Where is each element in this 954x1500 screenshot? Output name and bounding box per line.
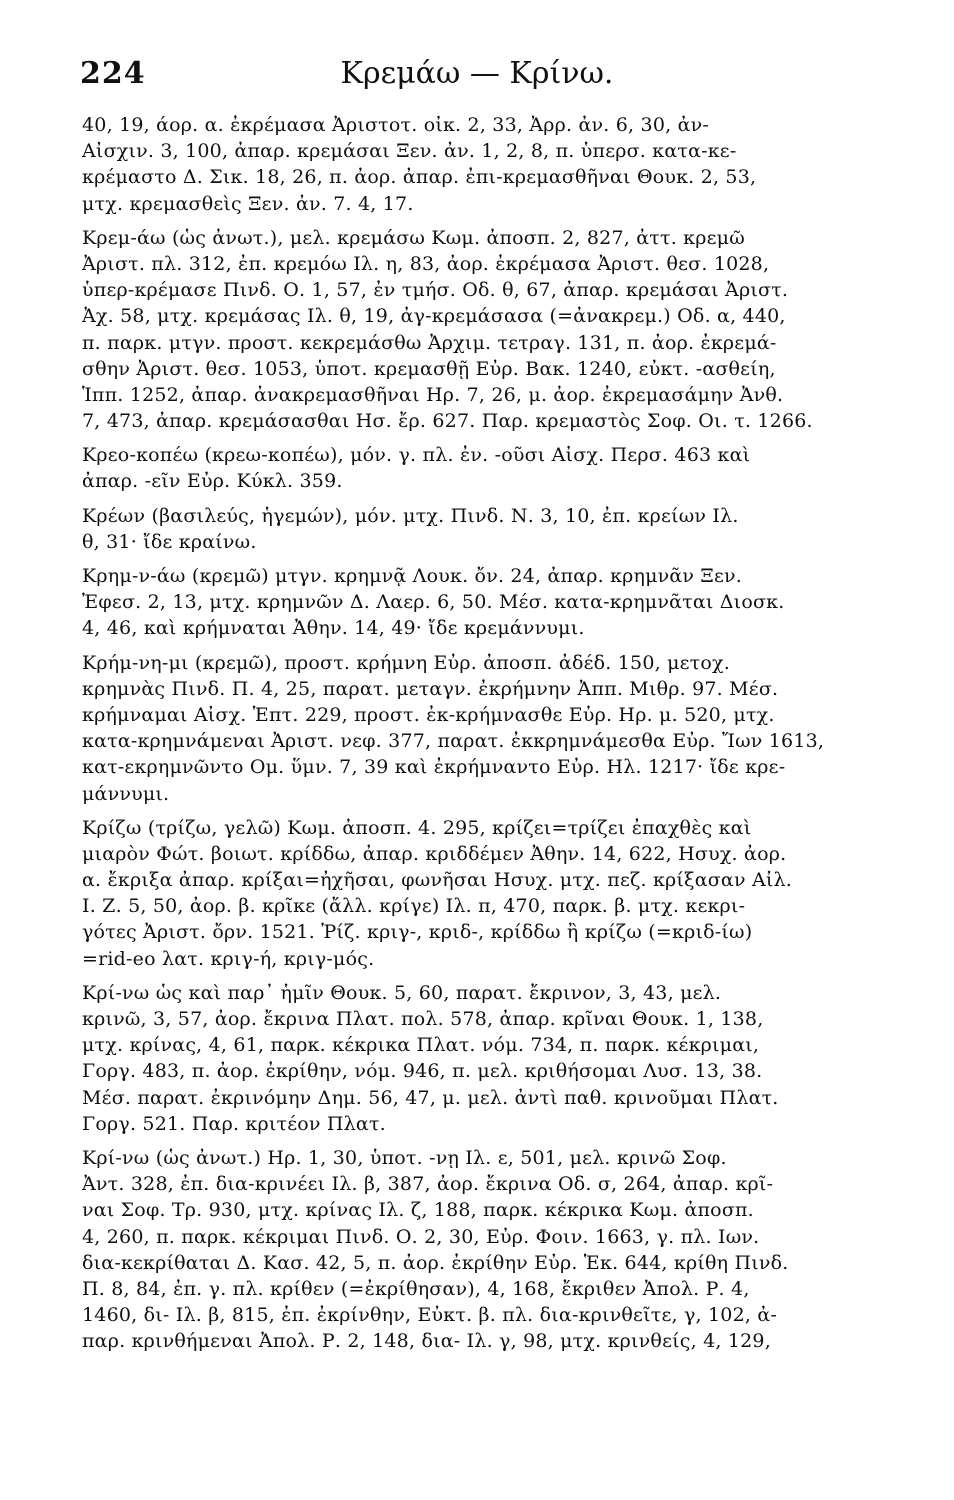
entry-gap bbox=[82, 1137, 862, 1145]
entry-gap bbox=[82, 807, 862, 815]
dictionary-entry bbox=[82, 112, 862, 217]
text-line: Γοργ. 483, π. ἀορ. ἐκρίθην, νόμ. 946, π. μελ. κριθήσομαι Λυσ. 13, 38. bbox=[82, 1060, 763, 1083]
dictionary-entry bbox=[82, 563, 862, 642]
text-line: 40, 19, άορ. α. ἐκρέμασα Ἀριστοτ. οἰκ. 2, 33, Ἀρρ. ἀν. 6, 30, ἀν- bbox=[82, 114, 709, 136]
dictionary-entry bbox=[82, 980, 862, 1137]
text-line: Π. 8, 84, ἐπ. γ. πλ. κρίθεν (=ἐκρίθησαν), 4, 168, ἔκριθεν Ἀπολ. Ρ. 4, bbox=[82, 1277, 750, 1300]
text-line: α. ἔκριξα ἀπαρ. κρίξαι=ἠχῆσαι, φωνῆσαι Ησυχ. μτχ. πεζ. κρίξασαν Αἰλ. bbox=[82, 869, 792, 892]
entry-gap bbox=[82, 495, 862, 503]
dictionary-entry bbox=[82, 442, 862, 494]
text-line: 7, 473, ἀπαρ. κρεμάσασθαι Ησ. ἔρ. 627. Παρ. κρεμαστὸς Σοφ. Οι. τ. 1266. bbox=[82, 410, 813, 433]
entry-gap bbox=[82, 972, 862, 980]
text-line: Κρέων (βασιλεύς, ἡγεμών), μόν. μτχ. Πινδ. Ν. 3, 10, ἐπ. κρείων Ιλ. bbox=[82, 504, 739, 527]
text-line: κρήμναμαι Αἰσχ. Ἑπτ. 229, προστ. ἐκ-κρήμνασθε Εὐρ. Ηρ. μ. 520, μτχ. bbox=[82, 703, 775, 726]
text-line: κρημνὰς Πινδ. Π. 4, 25, παρατ. μεταγν. ἐκρήμνην Ἀππ. Μιθρ. 97. Μέσ. bbox=[82, 677, 779, 700]
text-line: μτχ. κρεμασθεὶς Ξεν. ἀν. 7. 4, 17. bbox=[82, 192, 414, 215]
text-line: μάννυμι. bbox=[82, 782, 170, 805]
text-line: Κρημ-ν-άω (κρεμῶ) μτγν. κρημνᾷ Λουκ. ὄν. 24, ἀπαρ. κρημνᾶν Ξεν. bbox=[82, 565, 743, 587]
text-line: ἀπαρ. -εῖν Εὐρ. Κύκλ. 359. bbox=[82, 470, 343, 493]
text-line: 1460, δι- Ιλ. β, 815, ἐπ. ἐκρίνθην, Εὐκτ. β. πλ. δια-κρινθεῖτε, γ, 102, ἀ- bbox=[82, 1304, 778, 1327]
text-line: Κρήμ-νη-μι (κρεμῶ), προστ. κρήμνη Εὐρ. ἀποσπ. ἀδέδ. 150, μετοχ. bbox=[82, 651, 730, 674]
text-line: 4, 260, π. παρκ. κέκριμαι Πινδ. Ο. 2, 30, Εὐρ. Φοιν. 1663, γ. πλ. Ιων. bbox=[82, 1225, 760, 1248]
text-line: Κρί-νω (ὡς ἀνωτ.) Ηρ. 1, 30, ὑποτ. -νῃ Ιλ. ε, 501, μελ. κρινῶ Σοφ. bbox=[82, 1146, 727, 1169]
text-line: ὑπερ-κρέμασε Πινδ. Ο. 1, 57, ἐν τμήσ. Οδ. θ, 67, ἀπαρ. κρεμάσαι Ἀριστ. bbox=[82, 279, 789, 302]
text-line: Κρίζω (τρίζω, γελῶ) Κωμ. ἀποσπ. 4. 295, κρίζει=τρίζει ἐπαχθὲς καὶ bbox=[82, 816, 752, 839]
page-number: 224 bbox=[80, 56, 146, 91]
text-line: θ, 31· ἴδε κραίνω. bbox=[82, 530, 257, 553]
running-title: Κρεμάω — Κρίνω. bbox=[340, 56, 614, 91]
dictionary-text bbox=[82, 112, 862, 1354]
text-line: π. παρκ. μτγν. προστ. κεκρεμάσθω Ἀρχιμ. τετραγ. 131, π. ἀορ. ἐκρεμά- bbox=[82, 331, 777, 354]
text-line: δια-κεκρίθαται Δ. Κασ. 42, 5, π. ἀορ. ἐκρίθην Εὐρ. Ἑκ. 644, κρίθη Πινδ. bbox=[82, 1251, 789, 1274]
text-line: κρέμαστο Δ. Σικ. 18, 26, π. ἀορ. ἀπαρ. ἐπι-κρεμασθῆναι Θουκ. 2, 53, bbox=[82, 166, 757, 189]
text-line: Μέσ. παρατ. ἐκρινόμην Δημ. 56, 47, μ. μελ. ἀντὶ παθ. κρινοῦμαι Πλατ. bbox=[82, 1086, 779, 1109]
text-line: παρ. κρινθήμεναι Ἀπολ. Ρ. 2, 148, δια- Ιλ. γ, 98, μτχ. κρινθείς, 4, 129, bbox=[82, 1330, 771, 1353]
text-line: μτχ. κρίνας, 4, 61, παρκ. κέκρικα Πλατ. νόμ. 734, π. παρκ. κέκριμαι, bbox=[82, 1034, 760, 1057]
text-line: Ἱππ. 1252, ἀπαρ. ἀνακρεμασθῆναι Ηρ. 7, 26, μ. ἀορ. ἐκρεμασάμην Ἀνθ. bbox=[82, 383, 784, 406]
text-line: Ἀχ. 58, μτχ. κρεμάσας Ιλ. θ, 19, ἀγ-κρεμάσασα (=ἀνακρεμ.) Οδ. α, 440, bbox=[82, 305, 786, 328]
text-line: Κρί-νω ὡς καὶ παρ᾽ ἡμῖν Θουκ. 5, 60, παρατ. ἔκρινον, 3, 43, μελ. bbox=[82, 981, 722, 1004]
text-line: =rid-eo λατ. κριγ-ή, κριγ-μός. bbox=[82, 947, 375, 970]
dictionary-entry bbox=[82, 225, 862, 435]
text-line: Ι. Ζ. 5, 50, ἀορ. β. κρῖκε (ἄλλ. κρίγε) Ιλ. π, 470, παρκ. β. μτχ. κεκρι- bbox=[82, 895, 746, 918]
text-line: γότες Ἀριστ. ὄρν. 1521. Ῥίζ. κριγ-, κριδ-, κρίδδω ἢ κρίζω (=κριδ-ίω) bbox=[82, 921, 753, 944]
dictionary-entry bbox=[82, 1145, 862, 1355]
entry-gap bbox=[82, 434, 862, 442]
entry-gap bbox=[82, 555, 862, 563]
page-header bbox=[80, 56, 874, 106]
text-line: Αἰσχιν. 3, 100, ἀπαρ. κρεμάσαι Ξεν. ἀν. 1, 2, 8, π. ὑπερσ. κατα-κε- bbox=[82, 140, 737, 163]
text-line: κατα-κρημνάμεναι Ἀριστ. νεφ. 377, παρατ. ἐκκρημνάμεσθα Εὐρ. Ἴων 1613, bbox=[82, 730, 825, 753]
text-line: μιαρὸν Φώτ. βοιωτ. κρίδδω, ἀπαρ. κριδδέμεν Ἀθην. 14, 622, Ησυχ. ἀορ. bbox=[82, 842, 787, 865]
text-line: Γοργ. 521. Παρ. κριτέον Πλατ. bbox=[82, 1112, 386, 1135]
text-line: Ἀριστ. πλ. 312, ἐπ. κρεμόω Ιλ. η, 83, ἀορ. ἐκρέμασα Ἀριστ. θεσ. 1028, bbox=[82, 252, 770, 275]
dictionary-entry bbox=[82, 503, 862, 555]
dictionary-entry bbox=[82, 650, 862, 807]
text-line: σθην Ἀριστ. θεσ. 1053, ὑποτ. κρεμασθῇ Εὐρ. Βακ. 1240, εὐκτ. -ασθείη, bbox=[82, 357, 776, 380]
text-line: Κρεμ-άω (ὡς ἀνωτ.), μελ. κρεμάσω Κωμ. ἀποσπ. 2, 827, ἀττ. κρεμῶ bbox=[82, 226, 745, 249]
text-line: Ἐφεσ. 2, 13, μτχ. κρημνῶν Δ. Λαερ. 6, 50. Μέσ. κατα-κρημνᾶται Διοσκ. bbox=[82, 591, 785, 614]
text-line: 4, 46, καὶ κρήμναται Ἀθην. 14, 49· ἴδε κρεμάννυμι. bbox=[82, 617, 585, 640]
text-line: κατ-εκρημνῶντο Ομ. ὕμν. 7, 39 καὶ ἐκρήμναντο Εὐρ. Ηλ. 1217· ἴδε κρε- bbox=[82, 756, 786, 779]
dictionary-entry bbox=[82, 815, 862, 972]
text-line: Κρεο-κοπέω (κρεω-κοπέω), μόν. γ. πλ. ἐν. -οῦσι Αἰσχ. Περσ. 463 καὶ bbox=[82, 444, 751, 467]
entry-gap bbox=[82, 217, 862, 225]
text-line: ναι Σοφ. Τρ. 930, μτχ. κρίνας Ιλ. ζ, 188, παρκ. κέκρικα Κωμ. ἀποσπ. bbox=[82, 1199, 754, 1222]
entry-gap bbox=[82, 642, 862, 650]
text-line: Ἀντ. 328, ἐπ. δια-κρινέει Ιλ. β, 387, ἀορ. ἔκρινα Οδ. σ, 264, ἀπαρ. κρῖ- bbox=[82, 1173, 774, 1196]
text-line: κρινῶ, 3, 57, ἀορ. ἔκρινα Πλατ. πολ. 578, ἀπαρ. κρῖναι Θουκ. 1, 138, bbox=[82, 1008, 764, 1030]
